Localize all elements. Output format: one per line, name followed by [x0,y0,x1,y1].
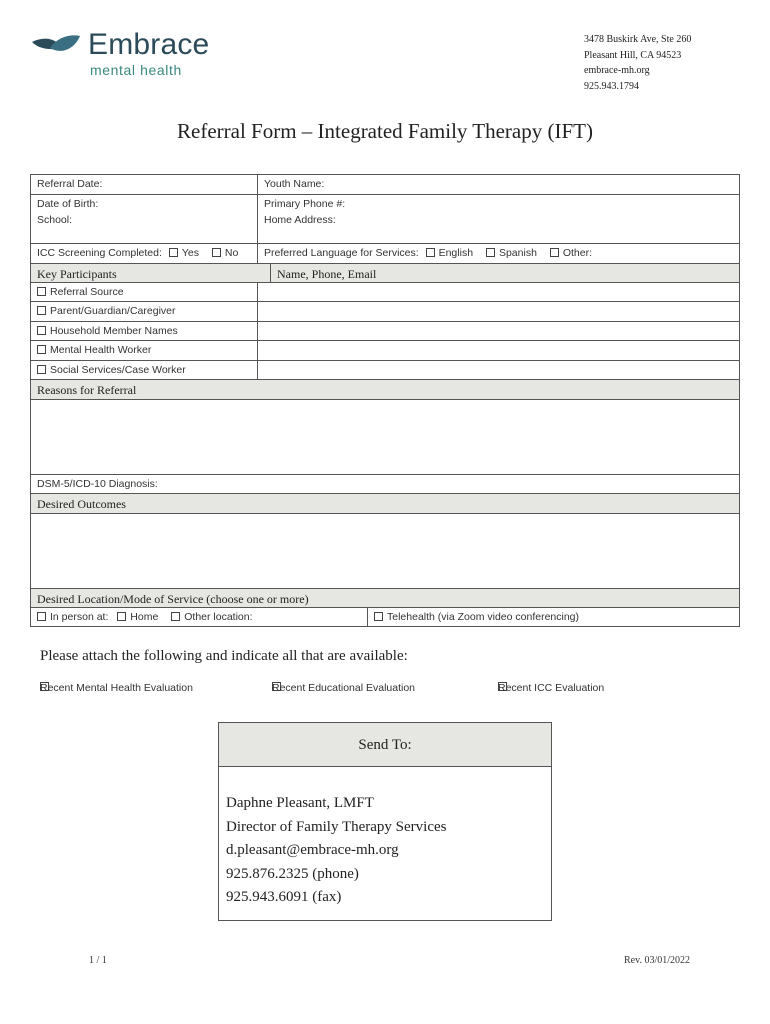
attachment-label: Recent Mental Health Evaluation [40,682,193,694]
send-to-heading: Send To: [219,723,551,767]
page-number: 1 / 1 [89,955,107,966]
date-of-birth-field[interactable]: Date of Birth: [37,198,99,210]
contact-name: Daphne Pleasant, LMFT [226,795,374,811]
name-phone-email-heading: Name, Phone, Email [277,267,377,281]
icc-yes-checkbox[interactable] [169,248,178,257]
other-language-label: Other: [562,247,593,259]
contact-title: Director of Family Therapy Services [226,818,447,835]
preferred-language-row [258,244,739,263]
address-line: Pleasant Hill, CA 94523 [584,49,682,61]
send-to-box [218,722,552,921]
organization-address [584,32,691,94]
icc-no-checkbox[interactable] [212,248,221,257]
home-label: Home [130,611,159,623]
social-services-checkbox[interactable] [37,365,46,374]
telehealth-checkbox[interactable] [374,612,383,621]
referral-date-field[interactable]: Referral Date: [31,175,258,194]
desired-outcomes-heading: Desired Outcomes [37,497,126,511]
logo-name: Embrace [88,28,210,61]
location-mode-heading: Desired Location/Mode of Service (choose one or more) [37,592,309,606]
participant-row [31,302,258,321]
household-members-checkbox[interactable] [37,326,46,335]
leaf-icon [30,34,82,64]
attach-heading: Please attach the following and indicate all that are available: [40,648,408,664]
icc-yes-label: Yes [181,247,199,259]
reasons-heading: Reasons for Referral [37,383,137,397]
participant-row [31,322,258,340]
participant-label: Social Services/Case Worker [50,364,186,376]
attachment-label: Recent ICC Evaluation [498,682,605,694]
participant-contact-field[interactable] [258,322,739,340]
phone: 925.943.1794 [584,80,639,92]
icc-screening-label: ICC Screening Completed: [37,247,162,259]
participant-contact-field[interactable] [258,341,739,360]
attachment-label: Recent Educational Evaluation [272,682,416,694]
participant-row [31,361,258,379]
in-person-checkbox[interactable] [37,612,46,621]
contact-email: d.pleasant@embrace-mh.org [226,842,399,858]
diagnosis-field[interactable]: DSM-5/ICD-10 Diagnosis: [37,478,158,490]
participant-contact-field[interactable] [258,361,739,379]
other-location-checkbox[interactable] [171,612,180,621]
form-title: Referral Form – Integrated Family Therapy (IFT) [177,119,593,143]
icc-screening-row [31,244,258,263]
embrace-logo [30,30,230,78]
icc-no-label: No [224,247,239,259]
telehealth-row [368,608,739,626]
logo-subtitle: mental health [90,62,182,78]
english-checkbox[interactable] [426,248,435,257]
spanish-label: Spanish [498,247,537,259]
other-language-checkbox[interactable] [550,248,559,257]
website: embrace-mh.org [584,65,650,76]
contact-phone: 925.876.2325 (phone) [226,865,359,882]
english-label: English [438,247,474,259]
referral-form-table [30,174,740,627]
referral-source-checkbox[interactable] [37,287,46,296]
in-person-label: In person at: [50,611,109,623]
revision-date: Rev. 03/01/2022 [624,955,691,966]
language-label: Preferred Language for Services: [264,247,419,259]
participant-contact-field[interactable] [258,283,739,301]
participant-label: Household Member Names [50,325,178,337]
home-address-field[interactable]: Home Address: [264,214,336,226]
key-participants-heading: Key Participants [31,264,271,282]
school-field[interactable]: School: [37,214,73,226]
home-checkbox[interactable] [117,612,126,621]
telehealth-label: Telehealth (via Zoom video conferencing) [387,611,580,623]
parent-guardian-checkbox[interactable] [37,306,46,315]
address-line: 3478 Buskirk Ave, Ste 260 [584,34,692,45]
participant-label: Mental Health Worker [50,344,152,356]
youth-name-field[interactable]: Youth Name: [264,178,325,190]
participant-contact-field[interactable] [258,302,739,321]
participant-row [31,283,258,301]
desired-outcomes-textarea[interactable] [31,514,739,589]
participant-row [31,341,258,360]
mental-health-worker-checkbox[interactable] [37,345,46,354]
participant-label: Referral Source [50,286,124,298]
send-to-contact [226,792,447,910]
reasons-textarea[interactable] [31,400,739,475]
participant-label: Parent/Guardian/Caregiver [50,305,176,317]
contact-fax: 925.943.6091 (fax) [226,889,342,905]
primary-phone-field[interactable]: Primary Phone #: [264,198,346,210]
other-location-label: Other location: [184,611,253,623]
in-person-row [31,608,368,626]
spanish-checkbox[interactable] [486,248,495,257]
